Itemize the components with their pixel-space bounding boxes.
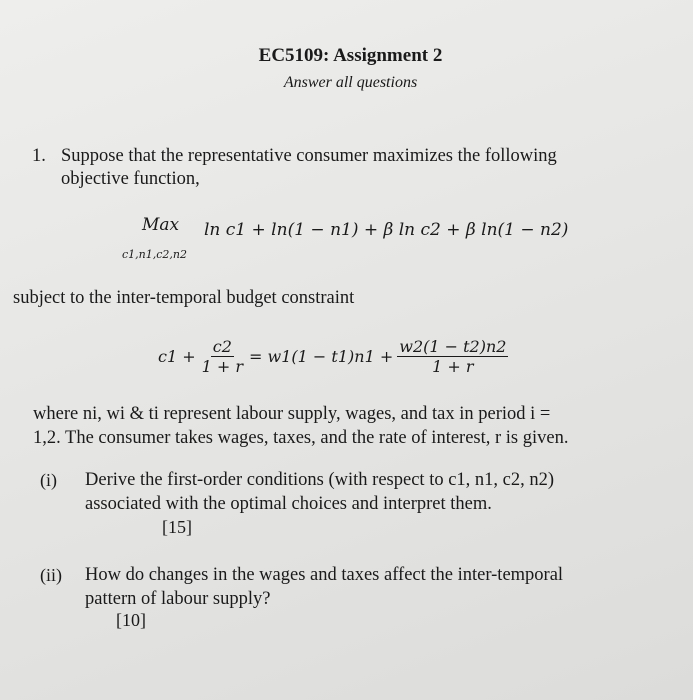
- part-ii-line-1: How do changes in the wages and taxes affect the inter-temporal: [85, 565, 564, 585]
- part-i-marks: [15]: [162, 517, 192, 537]
- part-ii-marks: [10]: [116, 610, 146, 630]
- where-line-1: where ni, wi & ti represent labour supply, wages, and tax in period i =: [33, 404, 551, 424]
- rhs-fraction-denominator: 1 + r: [432, 357, 474, 376]
- part-i-label: (i): [40, 470, 57, 490]
- part-i-line-2: associated with the optimal choices and interpret them.: [85, 494, 492, 514]
- constraint-lhs-first: c1 +: [158, 347, 196, 366]
- part-ii-label: (ii): [40, 565, 62, 585]
- lhs-fraction-numerator: c2: [212, 337, 232, 356]
- max-choice-variables: c1,n1,c2,n2: [122, 248, 187, 261]
- part-ii-line-2: pattern of labour supply?: [85, 589, 271, 609]
- max-operator: Max: [142, 215, 180, 235]
- lhs-fraction-denominator: 1 + r: [201, 357, 244, 376]
- objective-expression: ln c1 + ln(1 − n1) + β ln c2 + β ln(1 − n2): [204, 220, 569, 240]
- where-line-2: 1,2. The consumer takes wages, taxes, and the rate of interest, r is given.: [33, 428, 569, 448]
- constraint-middle: = w1(1 − t1)n1 +: [249, 347, 394, 366]
- part-i-line-1: Derive the first-order conditions (with respect to c1, n1, c2, n2): [85, 470, 555, 490]
- assignment-title: EC5109: Assignment 2: [258, 45, 443, 66]
- constraint-intro: subject to the inter-temporal budget constraint: [13, 288, 355, 308]
- rhs-fraction-numerator: w2(1 − t2)n2: [399, 337, 507, 356]
- question-intro-line-1: Suppose that the representative consumer maximizes the following: [61, 146, 557, 166]
- constraint-lhs-fraction: [200, 337, 245, 376]
- budget-constraint: [158, 337, 508, 376]
- constraint-rhs-fraction: [397, 337, 508, 376]
- question-number: 1.: [32, 146, 46, 166]
- assignment-subtitle: Answer all questions: [283, 74, 418, 91]
- question-intro-line-2: objective function,: [61, 169, 200, 189]
